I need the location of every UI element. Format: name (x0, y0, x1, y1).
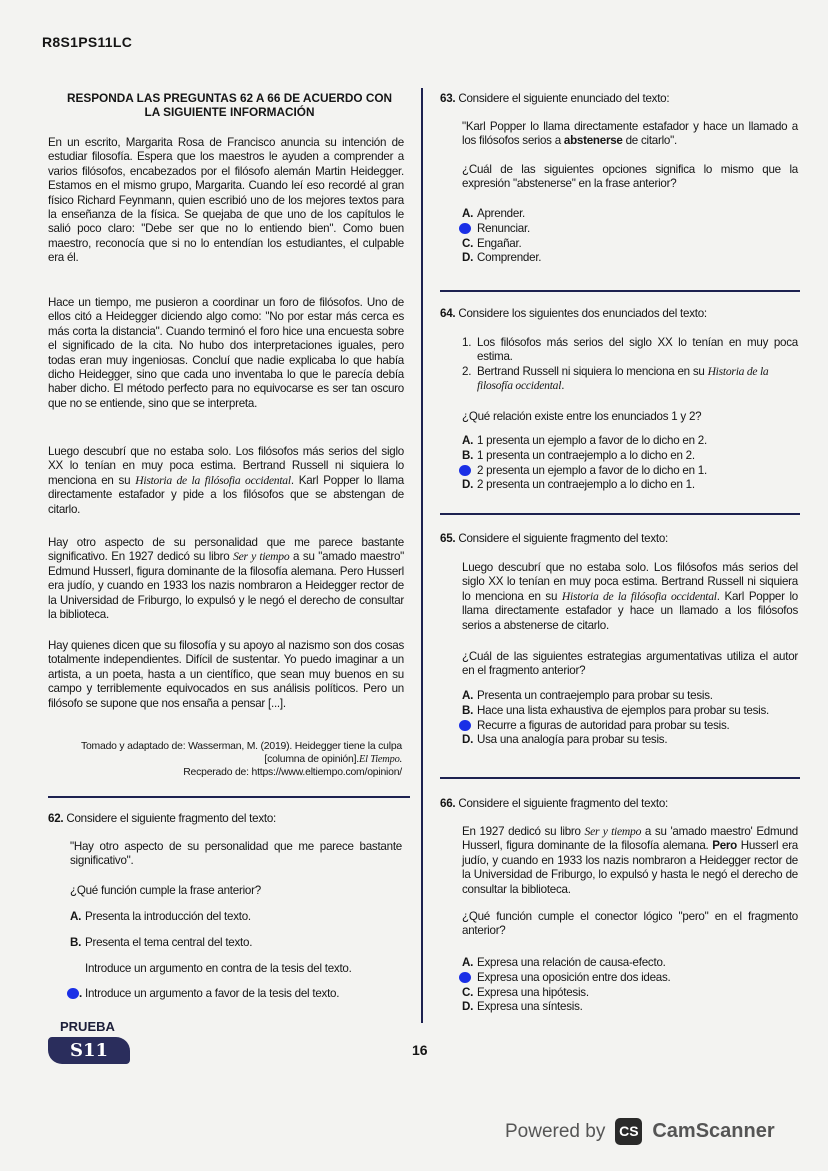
option-c[interactable] (462, 986, 798, 1001)
text: . (561, 379, 565, 393)
citation-url: Recperado de: https://www.eltiempo.com/opinion/ (183, 767, 402, 778)
q62-quote: "Hay otro aspecto de su personalidad que me parece bastante significativo". (70, 840, 402, 868)
highlighted-word: Pero (712, 839, 738, 853)
option-b[interactable] (462, 222, 798, 237)
section-rule (440, 513, 800, 515)
option-letter: C. (462, 985, 474, 999)
statement-1 (462, 336, 798, 365)
question-prompt: Considere el siguiente fragmento del texto: (458, 797, 669, 810)
option-b[interactable] (70, 936, 400, 951)
option-d[interactable] (462, 251, 798, 266)
option-text: Expresa una relación de causa-efecto. (477, 956, 666, 969)
option-d[interactable] (70, 987, 400, 1002)
option-letter: B. (70, 935, 82, 949)
reading-paragraph-3 (48, 445, 404, 517)
text: a su "amado maestro" Edmund Husserl, figura dominante de la filosofía alemana. Pero Husserl era judío, y cuando en 1933 los nazis nombraron a Heidegger rector de la Universidad de Friburgo, lo expulsó y le negó el derecho de consultar la biblioteca. (48, 550, 405, 622)
q63-options (462, 207, 798, 266)
document-code: R8S1PS11LC (42, 34, 133, 50)
q63-quote (462, 120, 798, 149)
option-a[interactable] (462, 956, 798, 971)
option-letter: A. (462, 434, 474, 447)
option-text: Usa una analogía para probar su tesis. (477, 733, 668, 747)
option-d[interactable] (462, 1000, 798, 1015)
question-number: 62. (48, 812, 64, 825)
option-letter (462, 222, 477, 237)
option-a[interactable] (462, 434, 798, 449)
option-d[interactable] (462, 733, 798, 748)
option-letter (70, 987, 85, 1002)
option-letter (462, 464, 477, 479)
option-text: Renunciar. (477, 221, 530, 235)
reading-paragraph-2: Hace un tiempo, me pusieron a coordinar un foro de filósofos. Uno de ellos citó a Heidegger diciendo algo como: "No por estar más cerca es más corta la distancia". Cuando terminó el foro hice una encuesta sobre el significado de la cita. No hubo dos interpretaciones iguales, pero todas eran muy ingeniosas. Concluí que nadie explicaba lo que había dicho Heidegger, sino que cada uno inventaba lo que le parecía debía haber dicho. El método perfecto para no equivocarse es ser tan oscuro que no se entiende, sino que se interpreta. (48, 296, 404, 410)
text: En 1927 dedicó su libro (462, 825, 585, 838)
option-letter: D. (462, 478, 474, 492)
citation (70, 740, 402, 779)
option-letter: B. (462, 448, 474, 462)
option-letter: D. (462, 1000, 474, 1014)
option-text: Recurre a figuras de autoridad para probar su tesis. (477, 718, 730, 732)
option-a[interactable] (462, 207, 798, 222)
statement-number: 1. (462, 336, 472, 349)
camscanner-brand: CamScanner (652, 1120, 775, 1142)
option-text: Comprender. (477, 251, 542, 265)
column-divider (421, 88, 423, 1023)
option-letter: A. (70, 910, 82, 923)
question-number: 63. (440, 92, 456, 105)
option-text: Expresa una oposición entre dos ideas. (477, 970, 671, 984)
question-prompt: Considere el siguiente fragmento del texto: (66, 812, 277, 825)
reading-heading: RESPONDA LAS PREGUNTAS 62 A 66 DE ACUERDO CON LA SIGUIENTE INFORMACIÓN (66, 91, 393, 119)
option-c[interactable] (462, 464, 798, 479)
q65-heading (440, 532, 668, 545)
option-text: 1 presenta un contraejemplo a lo dicho en 2. (477, 448, 695, 462)
text: Hay otro aspecto de su personalidad que me parece bastante significativo. En 1927 dedicó su libro (48, 536, 404, 564)
q62-heading (48, 812, 276, 825)
option-letter: A. (462, 207, 474, 220)
text: a su 'amado maestro' Edmund Husserl, figura dominante de la filosofía alemana. (462, 825, 798, 853)
text: Luego descubrí que no estaba solo. Los filósofos más serios del siglo XX lo tenían en muy poca estima. Bertrand Russell ni siquiera lo menciona en su (462, 561, 798, 603)
q63-question: ¿Cuál de las siguientes opciones significa lo mismo que la expresión "abstenerse" en la frase anterior? (462, 163, 798, 191)
q64-options (462, 434, 798, 493)
reading-paragraph-1: En un escrito, Margarita Rosa de Francisco anuncia su intención de estudiar filosofía. Espera que los maestros le ayuden a comprender a varios filósofos, encabezados por el filósofo alemán Martin Heidegger. Estamos en el mismo grupo, Margarita. Cuando leí eso recordé al gran físico Richard Feynmann, quien escribió uno de los mejores textos para la enseñanza de la física. Se quejaba de que uno de los capítulos le salió poco claro: "Debe ser que no lo entiendo bien". Como buen maestro, reconocía que si no lo entendían los estudiantes, el culpable era él. (48, 136, 404, 265)
option-text: Introduce un argumento a favor de la tesis del texto. (85, 987, 340, 1001)
letter: . (79, 987, 82, 1001)
text: . Karl Popper lo llama directamente estafador y pide a los filósofos que se abstengan de citarlo. (48, 473, 405, 516)
q64-statements (462, 336, 798, 394)
q65-options (462, 689, 798, 748)
statement-text: Bertrand Russell ni siquiera lo menciona en su (477, 364, 708, 378)
option-c[interactable] (462, 719, 798, 734)
book-title: Historia de la filosofía occidental (477, 364, 769, 393)
question-prompt: Considere el siguiente fragmento del texto: (458, 532, 669, 545)
question-number: 65. (440, 532, 456, 545)
book-title: Historia de la filósofia occidental (561, 589, 717, 603)
option-d[interactable] (462, 478, 798, 493)
section-rule (440, 777, 800, 779)
citation-source: El Tiempo. (358, 754, 402, 765)
option-text: 1 presenta un ejemplo a favor de lo dicho en 2. (477, 434, 707, 447)
selected-answer-mark (459, 720, 471, 731)
section-rule (440, 290, 800, 292)
option-a[interactable] (70, 910, 400, 925)
option-letter: D. (462, 251, 474, 265)
q62-question: ¿Qué función cumple la frase anterior? (70, 884, 261, 897)
text: Luego descubrí que no estaba solo. Los filósofos más serios del siglo XX lo tenían en muy poca estima. Bertrand Russell ni siquiera lo menciona en su (48, 445, 404, 487)
option-text: Presenta un contraejemplo para probar su tesis. (477, 689, 713, 702)
option-c[interactable] (70, 962, 400, 977)
q64-heading (440, 307, 707, 320)
section-rule (48, 796, 410, 798)
option-text: 2 presenta un contraejemplo a lo dicho en 1. (477, 478, 695, 492)
q65-question: ¿Cuál de las siguientes estrategias argumentativas utiliza el autor en el fragmento anterior? (462, 650, 798, 678)
prueba-label: PRUEBA (60, 1019, 115, 1034)
book-title: Historia de la filósofia occidental (135, 473, 291, 487)
book-title: Ser y tiempo (584, 825, 642, 838)
option-b[interactable] (462, 704, 798, 719)
q66-heading (440, 797, 668, 810)
text: "Karl Popper lo llama directamente estafador y hace un llamado a los filósofos serios a (462, 120, 798, 148)
statement-number: 2. (462, 364, 472, 378)
option-a[interactable] (462, 689, 798, 704)
option-b[interactable] (462, 971, 798, 986)
reading-paragraph-4 (48, 536, 404, 622)
q64-question: ¿Qué relación existe entre los enunciados 1 y 2? (462, 410, 702, 423)
selected-answer-mark (67, 988, 79, 999)
option-letter: C. (462, 236, 474, 250)
text: de citarlo". (622, 134, 677, 148)
question-number: 66. (440, 797, 456, 810)
option-letter (70, 962, 85, 977)
q66-question: ¿Qué función cumple el conector lógico "pero" en el fragmento anterior? (462, 910, 798, 938)
camscanner-watermark (505, 1118, 775, 1145)
option-text: Hace una lista exhaustiva de ejemplos para probar su tesis. (477, 703, 770, 717)
question-prompt: Considere los siguientes dos enunciados del texto: (458, 307, 707, 320)
q66-options (462, 956, 798, 1015)
option-letter: D. (462, 733, 474, 747)
option-text: Engañar. (477, 236, 522, 250)
option-letter: A. (462, 956, 474, 969)
q65-quote (462, 561, 798, 633)
question-prompt: Considere el siguiente enunciado del texto: (458, 92, 670, 105)
text: Husserl era judío, y cuando en 1933 los nazis nombraron a Heidegger rector de la Universidad de Friburgo, lo expulsó y hasta le negó el derecho de consultar la biblioteca. (462, 839, 798, 896)
selected-answer-mark (459, 972, 471, 983)
highlighted-word: abstenerse (563, 134, 623, 148)
q66-quote (462, 825, 798, 897)
statement-2 (462, 365, 798, 394)
option-letter (462, 719, 477, 734)
question-number: 64. (440, 307, 456, 320)
q62-options (70, 910, 400, 1002)
text: . Karl Popper lo llama directamente estafador y hace un llamado a los filósofos serios a abstenerse de citarlo. (462, 589, 798, 632)
option-text: Aprender. (477, 207, 526, 220)
s11-badge: S11 (48, 1037, 130, 1064)
option-text: Presenta el tema central del texto. (85, 935, 253, 949)
book-title: Ser y tiempo (233, 550, 290, 564)
option-text: Expresa una síntesis. (477, 1000, 583, 1014)
powered-by-text: Powered by (505, 1120, 606, 1142)
reading-paragraph-5: Hay quienes dicen que su filosofía y su apoyo al nazismo son dos cosas totalmente independientes. Difícil de sustentar. Yo puedo imaginar a un artista, a un poeta, hasta a un científico, que sean muy buenos en su campo y terriblemente equivocados en sus análisis políticos. Pero un filósofo se supone que nos ensaña a pensar [...]. (48, 639, 404, 710)
camscanner-logo-icon: CS (615, 1118, 642, 1145)
option-letter: A. (462, 689, 474, 702)
option-text: Presenta la introducción del texto. (85, 910, 251, 923)
selected-answer-mark (459, 223, 471, 234)
option-text: Introduce un argumento en contra de la tesis del texto. (85, 961, 352, 975)
page-number: 16 (412, 1042, 428, 1058)
citation-text: Tomado y adaptado de: Wasserman, M. (2019). Heidegger tiene la culpa [columna de opinión]. (80, 741, 402, 765)
selected-answer-mark (459, 465, 471, 476)
option-letter: B. (462, 703, 474, 717)
option-text: 2 presenta un ejemplo a favor de lo dicho en 1. (477, 463, 707, 477)
option-letter (462, 971, 477, 986)
option-c[interactable] (462, 237, 798, 252)
option-text: Expresa una hipótesis. (477, 985, 589, 999)
option-b[interactable] (462, 449, 798, 464)
statement-text: Los filósofos más serios del siglo XX lo tenían en muy poca estima. (477, 336, 798, 364)
q63-heading (440, 92, 669, 105)
